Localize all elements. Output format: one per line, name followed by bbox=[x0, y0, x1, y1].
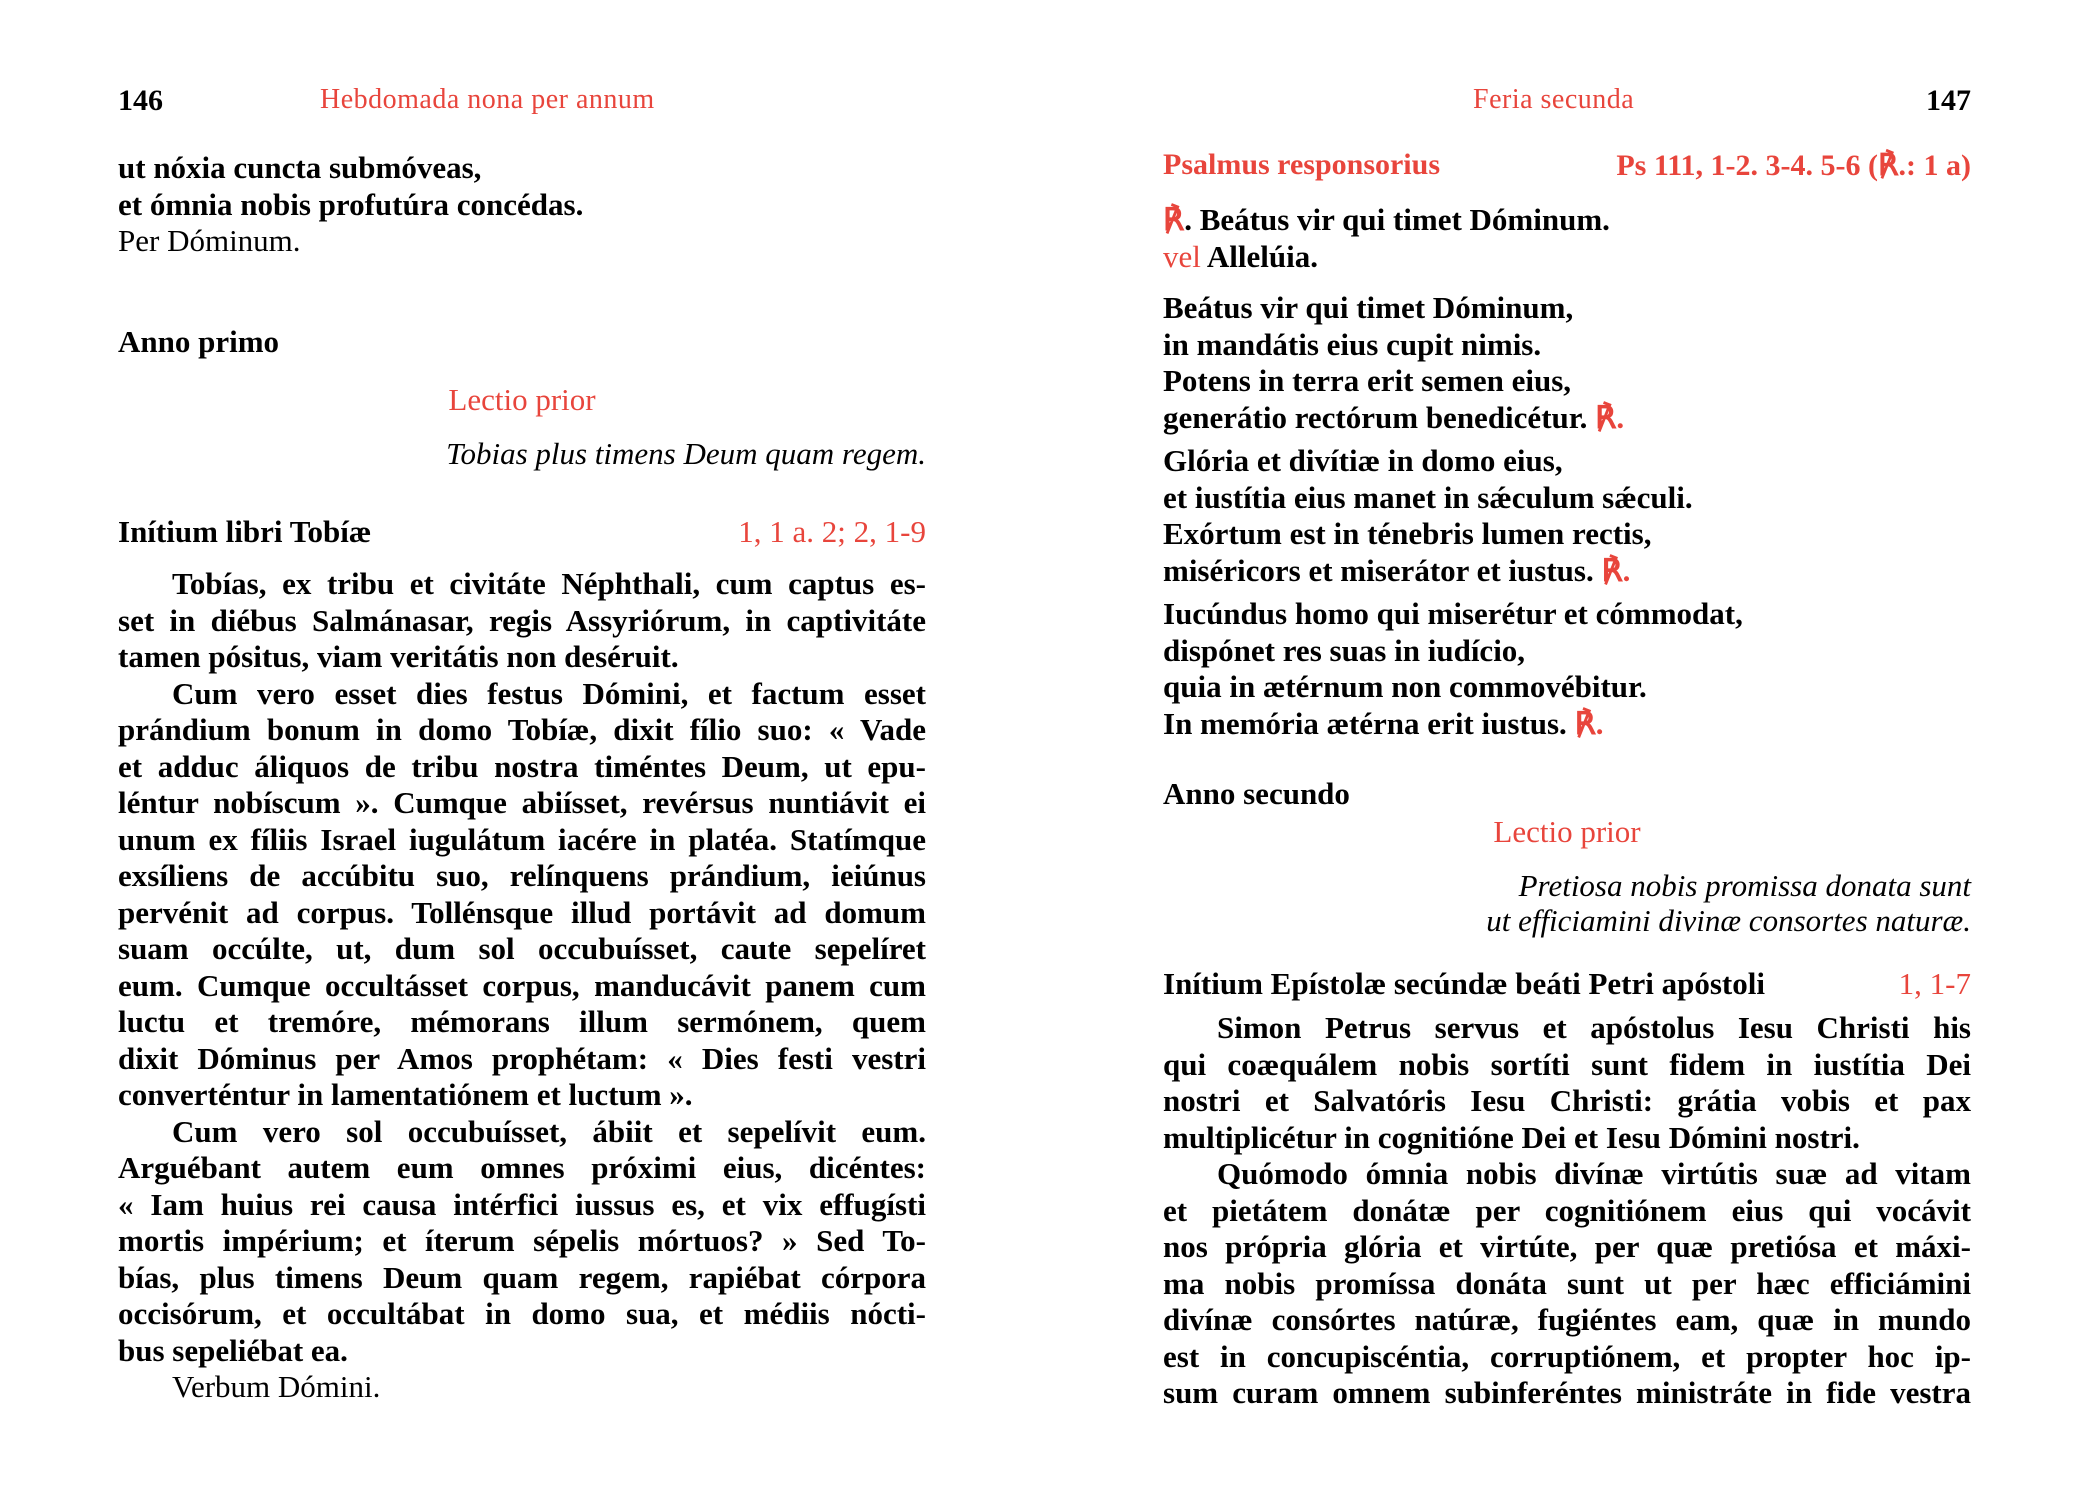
reading-reference: 1, 1 a. 2; 2, 1-9 bbox=[738, 514, 926, 549]
psalm-line-text: miséricors et miserátor et iustus. bbox=[1163, 552, 1594, 588]
stanza-response: ℟. bbox=[1574, 705, 1604, 741]
response-text: . Beátus vir qui timet Dóminum. bbox=[1184, 202, 1610, 237]
reading-reference: 1, 1-7 bbox=[1898, 966, 1971, 1001]
paragraph-line: divínæ consórtes natúræ, fugiéntes eam, quæ in mundo bbox=[1163, 1302, 1971, 1337]
paragraph-line: sum curam omnem subinferéntes ministráte in fide vestra bbox=[1163, 1375, 1971, 1410]
lectio-title: Lectio prior bbox=[1493, 814, 1641, 849]
psalm-line-text: In memória ætérna erit iustus. bbox=[1163, 705, 1567, 741]
stanza bbox=[1163, 443, 1971, 589]
psalm-line: Beátus vir qui timet Dóminum, bbox=[1163, 290, 1574, 325]
psalm-line: dispónet res suas in iudício, bbox=[1163, 632, 1526, 668]
reading-text bbox=[1163, 1010, 1971, 1412]
reading-motto: Tobias plus timens Deum quam regem. bbox=[446, 436, 926, 471]
psalm-response bbox=[1163, 202, 1971, 275]
psalm-line bbox=[1163, 706, 1971, 743]
psalm-line: et iustítia eius manet in sǽculum sǽculi. bbox=[1163, 479, 1693, 515]
stanza-response: ℟. bbox=[1601, 552, 1631, 588]
reading-text bbox=[118, 566, 926, 1406]
paragraph-line: Arguébant autem eum omnes próximi eius, dicéntes: bbox=[118, 1150, 926, 1185]
psalm-line: Iucúndus homo qui miserétur et cómmodat, bbox=[1163, 596, 1743, 631]
psalm-label: Psalmus responsorius bbox=[1163, 148, 1441, 181]
stanza bbox=[1163, 290, 1971, 436]
paragraph-line: et adduc áliquos de tribu nostra timéntes Deum, ut epu- bbox=[118, 748, 926, 784]
paragraph-line: prándium bonum in domo Tobíæ, dixit fílio suo: « Vade bbox=[118, 712, 926, 747]
running-head: Hebdomada nona per annum bbox=[320, 84, 655, 115]
prayer-ending bbox=[118, 150, 926, 260]
paragraph-line: occisórum, et occultábat in domo sua, et médiis nócti- bbox=[118, 1296, 926, 1331]
paragraph-line: bías, plus timens Deum quam regem, rapiébat córpora bbox=[118, 1259, 926, 1295]
page-number: 147 bbox=[1926, 84, 1971, 117]
vel-line bbox=[1163, 239, 1971, 276]
prayer-line: et ómnia nobis profutúra concédas. bbox=[118, 186, 584, 222]
reading-heading bbox=[1163, 966, 1971, 1002]
response-line bbox=[1163, 202, 1971, 239]
vel-text: Allelúia. bbox=[1200, 238, 1319, 274]
response-mark: ℟ bbox=[1163, 202, 1185, 237]
psalm-reference: Ps 111, 1-2. 3-4. 5-6 (℟.: 1 a) bbox=[1616, 149, 1971, 182]
psalm-heading bbox=[1163, 148, 1971, 183]
paragraph-line: tamen pósitus, viam veritátis non deséruit. bbox=[118, 639, 679, 674]
reading-title: Inítium Epístolæ secúndæ beáti Petri apóstoli bbox=[1163, 966, 1765, 1001]
lectio-title: Lectio prior bbox=[448, 382, 596, 417]
paragraph-line: dixit Dóminus per Amos prophétam: « Dies festi vestri bbox=[118, 1040, 926, 1076]
psalm-line: Exórtum est in ténebris lumen rectis, bbox=[1163, 516, 1652, 551]
reading-motto bbox=[1163, 868, 1971, 938]
reading-heading bbox=[118, 514, 926, 550]
psalm-line bbox=[1163, 553, 1971, 590]
verbum-domini: Verbum Dómini. bbox=[172, 1369, 381, 1404]
paragraph-line: Cum vero esset dies festus Dómini, et factum esset bbox=[172, 675, 926, 711]
motto-line: Pretiosa nobis promissa donata sunt bbox=[1518, 868, 1971, 903]
paragraph-line: mortis impérium; et íterum sépelis mórtuos? » Sed To- bbox=[118, 1223, 926, 1258]
paragraph-line: Cum vero sol occubuísset, ábiit et sepelívit eum. bbox=[172, 1113, 926, 1149]
paragraph-line: suam occúlte, ut, dum sol occubuísset, caute sepelíret bbox=[118, 931, 926, 966]
stanza bbox=[1163, 596, 1971, 742]
psalm-line: in mandátis eius cupit nimis. bbox=[1163, 326, 1542, 362]
psalm-line bbox=[1163, 400, 1971, 437]
vel-label: vel bbox=[1163, 238, 1201, 274]
reading-title: Inítium libri Tobíæ bbox=[118, 514, 372, 549]
paragraph-line: bus sepeliébat ea. bbox=[118, 1332, 348, 1368]
paragraph-line: luctu et tremóre, mémorans illum sermónem, quem bbox=[118, 1004, 926, 1039]
motto-line: ut efficiamini divinæ consortes naturæ. bbox=[1486, 903, 1971, 938]
running-head: Feria secunda bbox=[1473, 84, 1635, 115]
paragraph-line: qui coæquálem nobis sortíti sunt fidem in iustítia Dei bbox=[1163, 1046, 1971, 1082]
psalm-line: Glória et divítiæ in domo eius, bbox=[1163, 443, 1563, 478]
stanza-response: ℟. bbox=[1595, 399, 1625, 435]
paragraph-line: « Iam huius rei causa intérfici iussus es, et vix effugísti bbox=[118, 1186, 926, 1222]
section-heading: Anno secundo bbox=[1163, 776, 1350, 811]
left-page-header bbox=[118, 82, 926, 122]
paragraph-line: est in concupiscéntia, corruptiónem, et propter hoc ip- bbox=[1163, 1338, 1971, 1374]
section-heading: Anno primo bbox=[118, 324, 280, 359]
paragraph-line: et pietátem donátæ per cognitiónem eius qui vocávit bbox=[1163, 1192, 1971, 1228]
psalm-line: quia in ætérnum non commovébitur. bbox=[1163, 669, 1647, 704]
paragraph-line: pervénit ad corpus. Tollénsque illud portávit ad domum bbox=[118, 894, 926, 930]
left-page bbox=[118, 0, 926, 1500]
psalm-line: Potens in terra erit semen eius, bbox=[1163, 363, 1572, 398]
paragraph-line: nos própria glória et virtúte, per quæ pretiósa et máxi- bbox=[1163, 1229, 1971, 1264]
psalm-line-text: generátio rectórum benedicétur. bbox=[1163, 399, 1588, 435]
paragraph-line: unum ex fíliis Israel iugulátum iacére in platéa. Statímque bbox=[118, 821, 926, 857]
paragraph-line: léntur nobíscum ». Cumque abiísset, revérsus nuntiávit ei bbox=[118, 785, 926, 820]
paragraph-line: ma nobis promíssa donáta sunt ut per hæc efficiámini bbox=[1163, 1265, 1971, 1301]
paragraph-line: Tobías, ex tribu et civitáte Néphthali, cum captus es- bbox=[172, 566, 926, 601]
right-page bbox=[1163, 0, 1971, 1500]
paragraph-line: set in diébus Salmánasar, regis Assyriórum, in captivitáte bbox=[118, 602, 926, 638]
right-page-header bbox=[1163, 82, 1971, 122]
prayer-line: Per Dóminum. bbox=[118, 223, 301, 258]
prayer-line: ut nóxia cuncta submóveas, bbox=[118, 150, 482, 185]
psalm-stanzas bbox=[1163, 290, 1971, 749]
paragraph-line: eum. Cumque occultásset corpus, manducávit panem cum bbox=[118, 967, 926, 1003]
paragraph-line: nostri et Salvatóris Iesu Christi: grátia vobis et pax bbox=[1163, 1083, 1971, 1118]
paragraph-line: exsíliens de accúbitu suo, relínquens prándium, ieiúnus bbox=[118, 858, 926, 893]
paragraph-line: converténtur in lamentatiónem et luctum ». bbox=[118, 1077, 693, 1112]
paragraph-line: multiplicétur in cognitióne Dei et Iesu Dómini nostri. bbox=[1163, 1119, 1860, 1155]
paragraph-line: Quómodo ómnia nobis divínæ virtútis suæ ad vitam bbox=[1217, 1156, 1971, 1191]
paragraph-line: Simon Petrus servus et apóstolus Iesu Christi his bbox=[1217, 1010, 1971, 1045]
page-number: 146 bbox=[118, 84, 163, 117]
